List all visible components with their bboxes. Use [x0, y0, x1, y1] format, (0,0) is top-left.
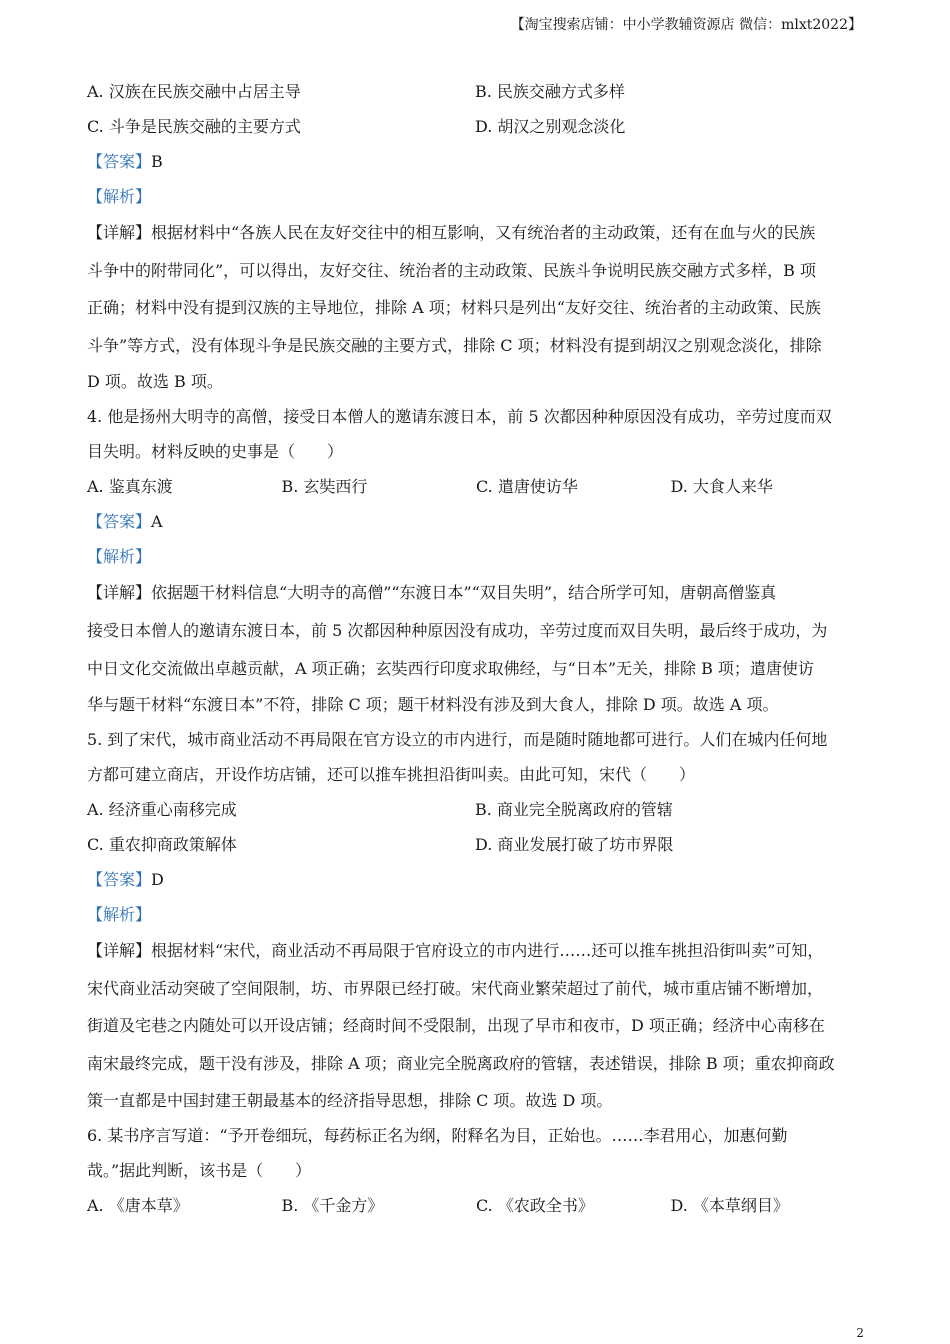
q3-detail-line: 斗争”等方式，没有体现斗争是民族交融的主要方式，排除 C 项；材料没有提到胡汉之别观念淡化，排除: [87, 335, 822, 355]
q3-detail-line: D 项。故选 B 项。: [87, 372, 223, 392]
q4-option-a: A. 鉴真东渡: [87, 477, 173, 497]
q5-detail-line: 南宋最终完成，题干没有涉及，排除 A 项；商业完全脱离政府的管辖，表述错误，排除 B 项；重农抑商政: [87, 1053, 835, 1073]
q5-detail-line: 宋代商业活动突破了空间限制，坊、市界限已经打破。宋代商业繁荣超过了前代，城市重店铺不断增加，: [87, 978, 824, 998]
q3-analysis-label: [87, 179, 867, 214]
detail-label: 【详解】: [87, 583, 152, 603]
document-body: [87, 74, 867, 1223]
q4-detail-line: 中日文化交流做出卓越贡献，A 项正确；玄奘西行印度求取佛经，与“日本”无关，排除 B 项；遣唐使访: [87, 658, 814, 678]
q3-answer-value: B: [151, 152, 163, 171]
q3-option-c: C. 斗争是民族交融的主要方式: [87, 117, 301, 136]
q5-detail-text: 根据材料“宋代，商业活动不再局限于官府设立的市内进行……还可以推车挑担沿街叫卖”可知，: [151, 941, 824, 961]
q4-answer: [87, 504, 867, 539]
q4-stem: 目失明。材料反映的史事是（ ）: [87, 442, 344, 462]
q6-stem: 哉。”据此判断，该书是（ ）: [87, 1160, 312, 1180]
q5-stem: 5. 到了宋代，城市商业活动不再局限在官方设立的市内进行，而是随时随地都可进行。人们在城内任何地: [87, 730, 828, 750]
q4-answer-value: A: [151, 512, 163, 532]
q4-option-d: D. 大食人来华: [670, 477, 773, 497]
q5-options-row-1: [87, 792, 867, 827]
q4-detail-line: [87, 574, 867, 612]
q4-stem: 4. 他是扬州大明寺的高僧，接受日本僧人的邀请东渡日本，前 5 次都因种种原因没有成功，辛劳过度而双: [87, 407, 832, 427]
q5-answer-value: D: [151, 870, 164, 890]
q5-detail-line: [87, 932, 867, 970]
q4-options-row: [87, 469, 867, 504]
q3-detail-text: 根据材料中“各族人民在友好交往中的相互影响，又有统治者的主动政策，还有在血与火的民族: [151, 223, 816, 242]
q4-option-c: C. 遣唐使访华: [476, 477, 578, 497]
analysis-label: 【解析】: [87, 905, 152, 925]
q5-option-a: A. 经济重心南移完成: [87, 800, 237, 820]
q5-detail-line: 策一直都是中国封建王朝最基本的经济指导思想，排除 C 项。故选 D 项。: [87, 1090, 613, 1110]
detail-label: 【详解】: [87, 223, 152, 242]
answer-label: 【答案】: [87, 870, 152, 890]
answer-label: 【答案】: [87, 152, 152, 171]
q6-option-a: A. 《唐本草》: [87, 1195, 189, 1215]
detail-label: 【详解】: [87, 941, 152, 961]
q3-detail-line: [87, 214, 867, 252]
q6-option-c: C. 《农政全书》: [476, 1195, 594, 1215]
q6-options-row: [87, 1188, 867, 1223]
q3-options-row-2: [87, 109, 867, 144]
q5-option-c: C. 重农抑商政策解体: [87, 835, 237, 855]
q4-option-b: B. 玄奘西行: [281, 477, 368, 497]
q3-answer: [87, 144, 867, 179]
q3-option-d: D. 胡汉之别观念淡化: [475, 117, 626, 136]
q5-options-row-2: [87, 827, 867, 862]
q4-analysis-label: [87, 539, 867, 574]
q3-detail-line: 正确；材料中没有提到汉族的主导地位，排除 A 项；材料只是列出“友好交往、统治者的主动政策、民族: [87, 298, 821, 318]
page-header: 【淘宝搜索店铺：中小学教辅资源店 微信：mlxt2022】: [510, 17, 862, 33]
q4-detail-line: 接受日本僧人的邀请东渡日本，前 5 次都因种种原因没有成功，辛劳过度而双目失明，最后终于成功，为: [87, 620, 828, 640]
page-number: 2: [856, 1326, 864, 1340]
q3-option-b: B. 民族交融方式多样: [475, 82, 625, 101]
q5-option-d: D. 商业发展打破了坊市界限: [475, 835, 674, 855]
analysis-label: 【解析】: [87, 547, 152, 567]
q4-detail-line: 华与题干材料“东渡日本”不符，排除 C 项；题干材料没有涉及到大食人，排除 D 项。故选 A 项。: [87, 695, 779, 715]
q6-option-d: D. 《本草纲目》: [670, 1195, 789, 1215]
q5-stem: 方都可建立商店，开设作坊店铺，还可以推车挑担沿街叫卖。由此可知，宋代（ ）: [87, 765, 696, 785]
q5-option-b: B. 商业完全脱离政府的管辖: [475, 800, 673, 820]
analysis-label: 【解析】: [87, 187, 152, 206]
q4-detail-text: 依据题干材料信息“大明寺的高僧”“东渡日本”“双目失明”，结合所学可知，唐朝高僧鉴真: [151, 583, 777, 603]
q5-analysis-label: [87, 897, 867, 932]
q5-answer: [87, 862, 867, 897]
q3-options-row-1: [87, 74, 867, 109]
answer-label: 【答案】: [87, 512, 152, 532]
q3-option-a: A. 汉族在民族交融中占居主导: [87, 82, 301, 101]
q5-detail-line: 街道及宅巷之内随处可以开设店铺；经商时间不受限制，出现了早市和夜市，D 项正确；经济中心南移在: [87, 1016, 825, 1036]
q6-option-b: B. 《千金方》: [281, 1195, 384, 1215]
q3-detail-line: 斗争中的附带同化”，可以得出，友好交往、统治者的主动政策、民族斗争说明民族交融方式多样，B 项: [87, 260, 817, 280]
q6-stem: 6. 某书序言写道：“予开卷细玩，每药标正名为纲，附释名为目，正始也。……李君用心，加惠何勤: [87, 1125, 788, 1145]
